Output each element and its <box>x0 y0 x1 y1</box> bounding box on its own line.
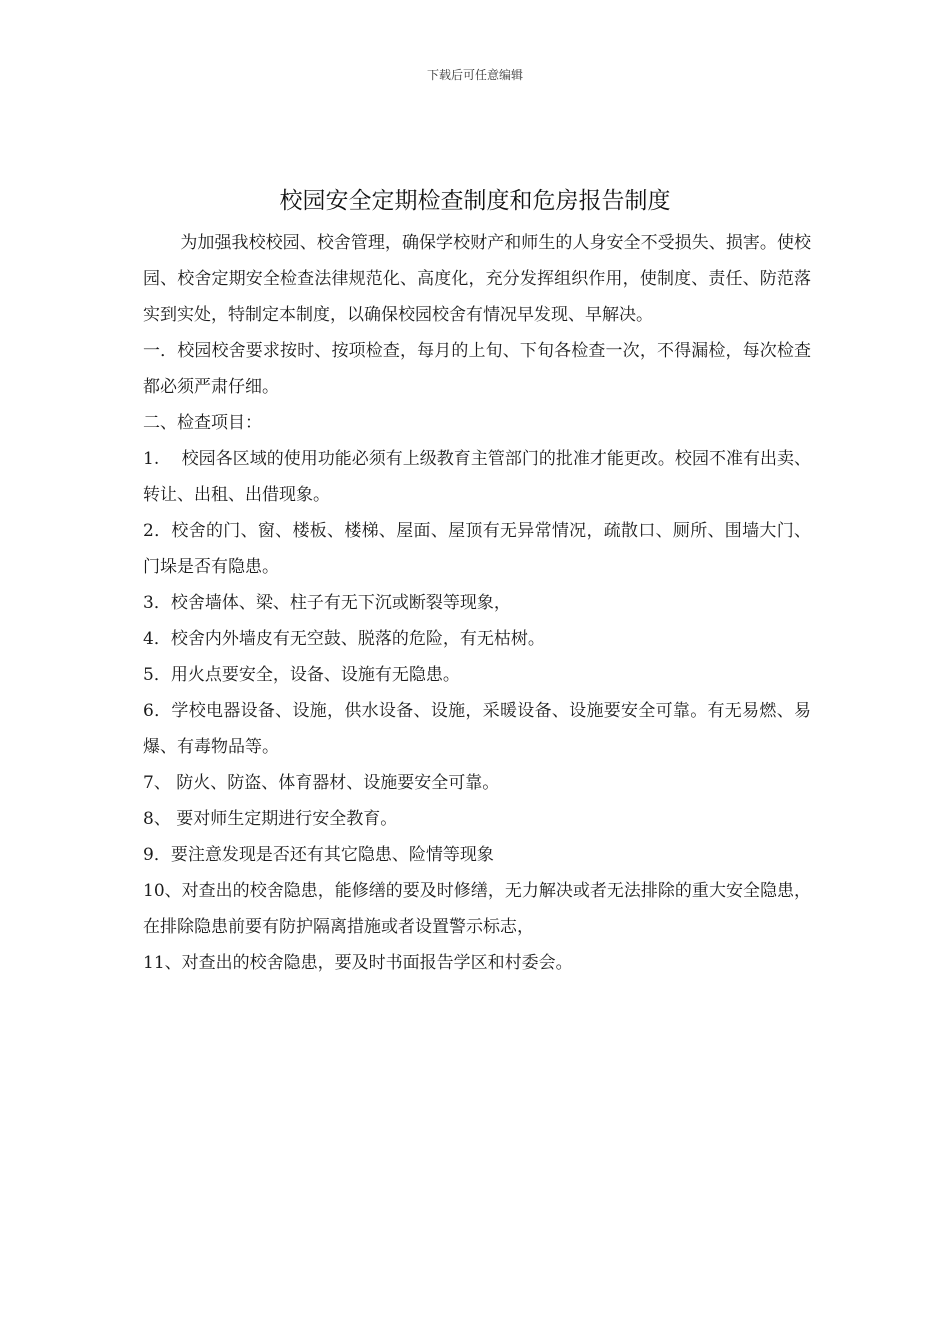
paragraph-item-8: 8、 要对师生定期进行安全教育。 <box>143 809 398 829</box>
page-header-note: 下载后可任意编辑 <box>426 68 523 82</box>
paragraph-section-1: 一．校园校舍要求按时、按项检查，每月的上旬、下旬各检查一次，不得漏检，每次检查都必须严肃仔细。 <box>143 341 811 397</box>
paragraph-item-5: 5．用火点要安全，设备、设施有无隐患。 <box>143 665 460 685</box>
paragraph-item-10: 10、对查出的校舍隐患，能修缮的要及时修缮，无力解决或者无法排除的重大安全隐患，在排除隐患前要有防护隔离措施或者设置警示标志， <box>143 881 811 937</box>
paragraph-item-3: 3．校舍墙体、梁、柱子有无下沉或断裂等现象， <box>143 593 511 613</box>
document-title: 校园安全定期检查制度和危房报告制度 <box>279 188 671 214</box>
paragraph-item-1: 1. 校园各区域的使用功能必须有上级教育主管部门的批准才能更改。校园不准有出卖、转让、出租、出借现象。 <box>143 449 811 505</box>
paragraph-item-2: 2．校舍的门、窗、楼板、楼梯、屋面、屋顶有无异常情况，疏散口、厕所、围墙大门、门垛是否有隐患。 <box>143 521 811 577</box>
paragraph-item-7: 7、 防火、防盗、体育器材、设施要安全可靠。 <box>143 773 500 793</box>
document-body <box>143 225 811 981</box>
paragraph-item-4: 4．校舍内外墙皮有无空鼓、脱落的危险，有无枯树。 <box>143 629 545 649</box>
paragraph-item-11: 11、对查出的校舍隐患，要及时书面报告学区和村委会。 <box>143 953 573 973</box>
paragraph-item-6: 6．学校电器设备、设施，供水设备、设施，采暖设备、设施要安全可靠。有无易燃、易爆、有毒物品等。 <box>143 701 811 757</box>
paragraph-item-9: 9．要注意发现是否还有其它隐患、险情等现象 <box>143 845 494 865</box>
paragraph-section-2-heading: 二、检查项目： <box>143 413 262 433</box>
intro-paragraph: 为加强我校校园、校舍管理，确保学校财产和师生的人身安全不受损失、损害。使校园、校舍定期安全检查法律规范化、高度化，充分发挥组织作用，使制度、责任、防范落实到实处，特制定本制度，以确保校园校舍有情况早发现、早解决。 <box>143 233 811 325</box>
